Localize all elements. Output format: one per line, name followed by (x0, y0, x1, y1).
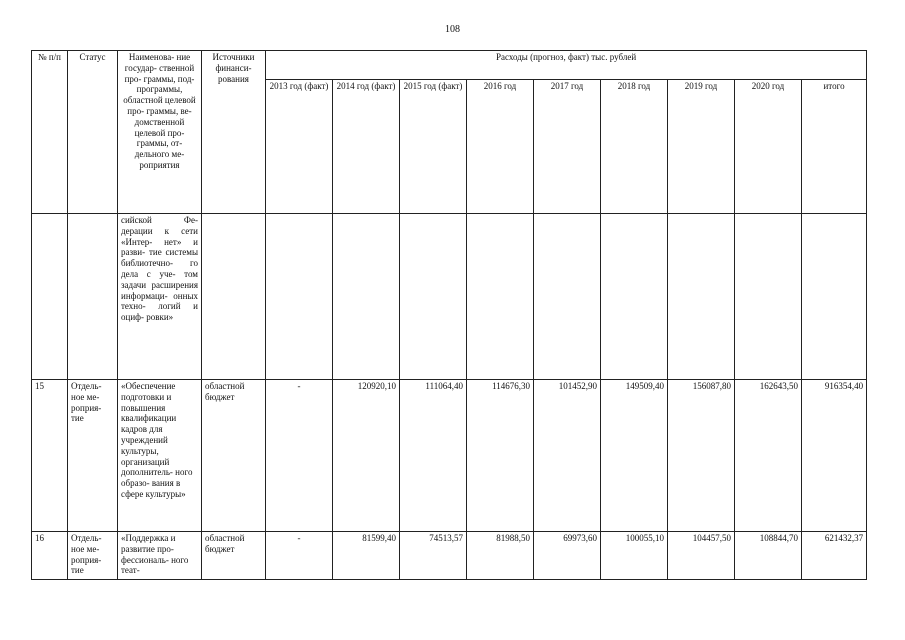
continuation-row (32, 214, 867, 380)
year-header: итого (802, 80, 867, 214)
cell-empty (32, 214, 68, 380)
table-row (32, 532, 867, 580)
cell-empty (802, 214, 867, 380)
year-header: 2018 год (601, 80, 668, 214)
year-header: 2016 год (467, 80, 534, 214)
year-header: 2019 год (668, 80, 735, 214)
row-value: 621432,37 (802, 532, 867, 580)
row-name: «Обеспечение подготовки и повышения квалификации кадров для учреждений культуры, организаций дополнитель- ного образо- вания в сфере культуры» (118, 380, 202, 532)
row-num: 16 (32, 532, 68, 580)
continuation-text: сийской Фе- дерации к сети «Интер- нет» и разви- тие системы библиотечно- го дела с уче- том задачи расширения информаци- онных техно- логий и оциф- ровки» (118, 214, 202, 380)
row-value: 114676,30 (467, 380, 534, 532)
row-value: 111064,40 (400, 380, 467, 532)
cell-empty (735, 214, 802, 380)
row-status: Отдель- ное ме- роприя- тие (68, 380, 118, 532)
col-header-name: Наименова- ние государ- ственной про- граммы, под- программы, областной целевой про- граммы, ве- домственной целевой про- граммы, от- дельного ме- роприятия (118, 51, 202, 214)
row-name: «Поддержка и развитие про- фессиональ- ного теат- (118, 532, 202, 580)
row-source: областной бюджет (202, 380, 266, 532)
col-header-source: Источники финанси- рования (202, 51, 266, 214)
year-header: 2013 год (факт) (266, 80, 333, 214)
col-header-num: № п/п (32, 51, 68, 214)
row-source: областной бюджет (202, 532, 266, 580)
cell-empty (333, 214, 400, 380)
row-value: 916354,40 (802, 380, 867, 532)
row-value: 81599,40 (333, 532, 400, 580)
row-value: 149509,40 (601, 380, 668, 532)
budget-table (31, 50, 867, 580)
row-status: Отдель- ное ме- роприя- тие (68, 532, 118, 580)
col-header-expenses: Расходы (прогноз, факт) тыс. рублей (266, 51, 867, 80)
row-value: 81988,50 (467, 532, 534, 580)
row-value: 74513,57 (400, 532, 467, 580)
year-header: 2017 год (534, 80, 601, 214)
row-value: 156087,80 (668, 380, 735, 532)
cell-empty (68, 214, 118, 380)
year-header: 2020 год (735, 80, 802, 214)
year-header: 2015 год (факт) (400, 80, 467, 214)
year-header: 2014 год (факт) (333, 80, 400, 214)
header-row (32, 51, 867, 80)
cell-empty (534, 214, 601, 380)
row-value: 108844,70 (735, 532, 802, 580)
page-number: 108 (445, 24, 460, 35)
cell-empty (202, 214, 266, 380)
cell-empty (400, 214, 467, 380)
row-value: 104457,50 (668, 532, 735, 580)
row-num: 15 (32, 380, 68, 532)
row-value: 101452,90 (534, 380, 601, 532)
row-value: 69973,60 (534, 532, 601, 580)
row-value: 120920,10 (333, 380, 400, 532)
row-value: 162643,50 (735, 380, 802, 532)
cell-empty (601, 214, 668, 380)
col-header-status: Статус (68, 51, 118, 214)
row-value: - (266, 532, 333, 580)
cell-empty (467, 214, 534, 380)
table-row (32, 380, 867, 532)
cell-empty (668, 214, 735, 380)
row-value: - (266, 380, 333, 532)
cell-empty (266, 214, 333, 380)
row-value: 100055,10 (601, 532, 668, 580)
